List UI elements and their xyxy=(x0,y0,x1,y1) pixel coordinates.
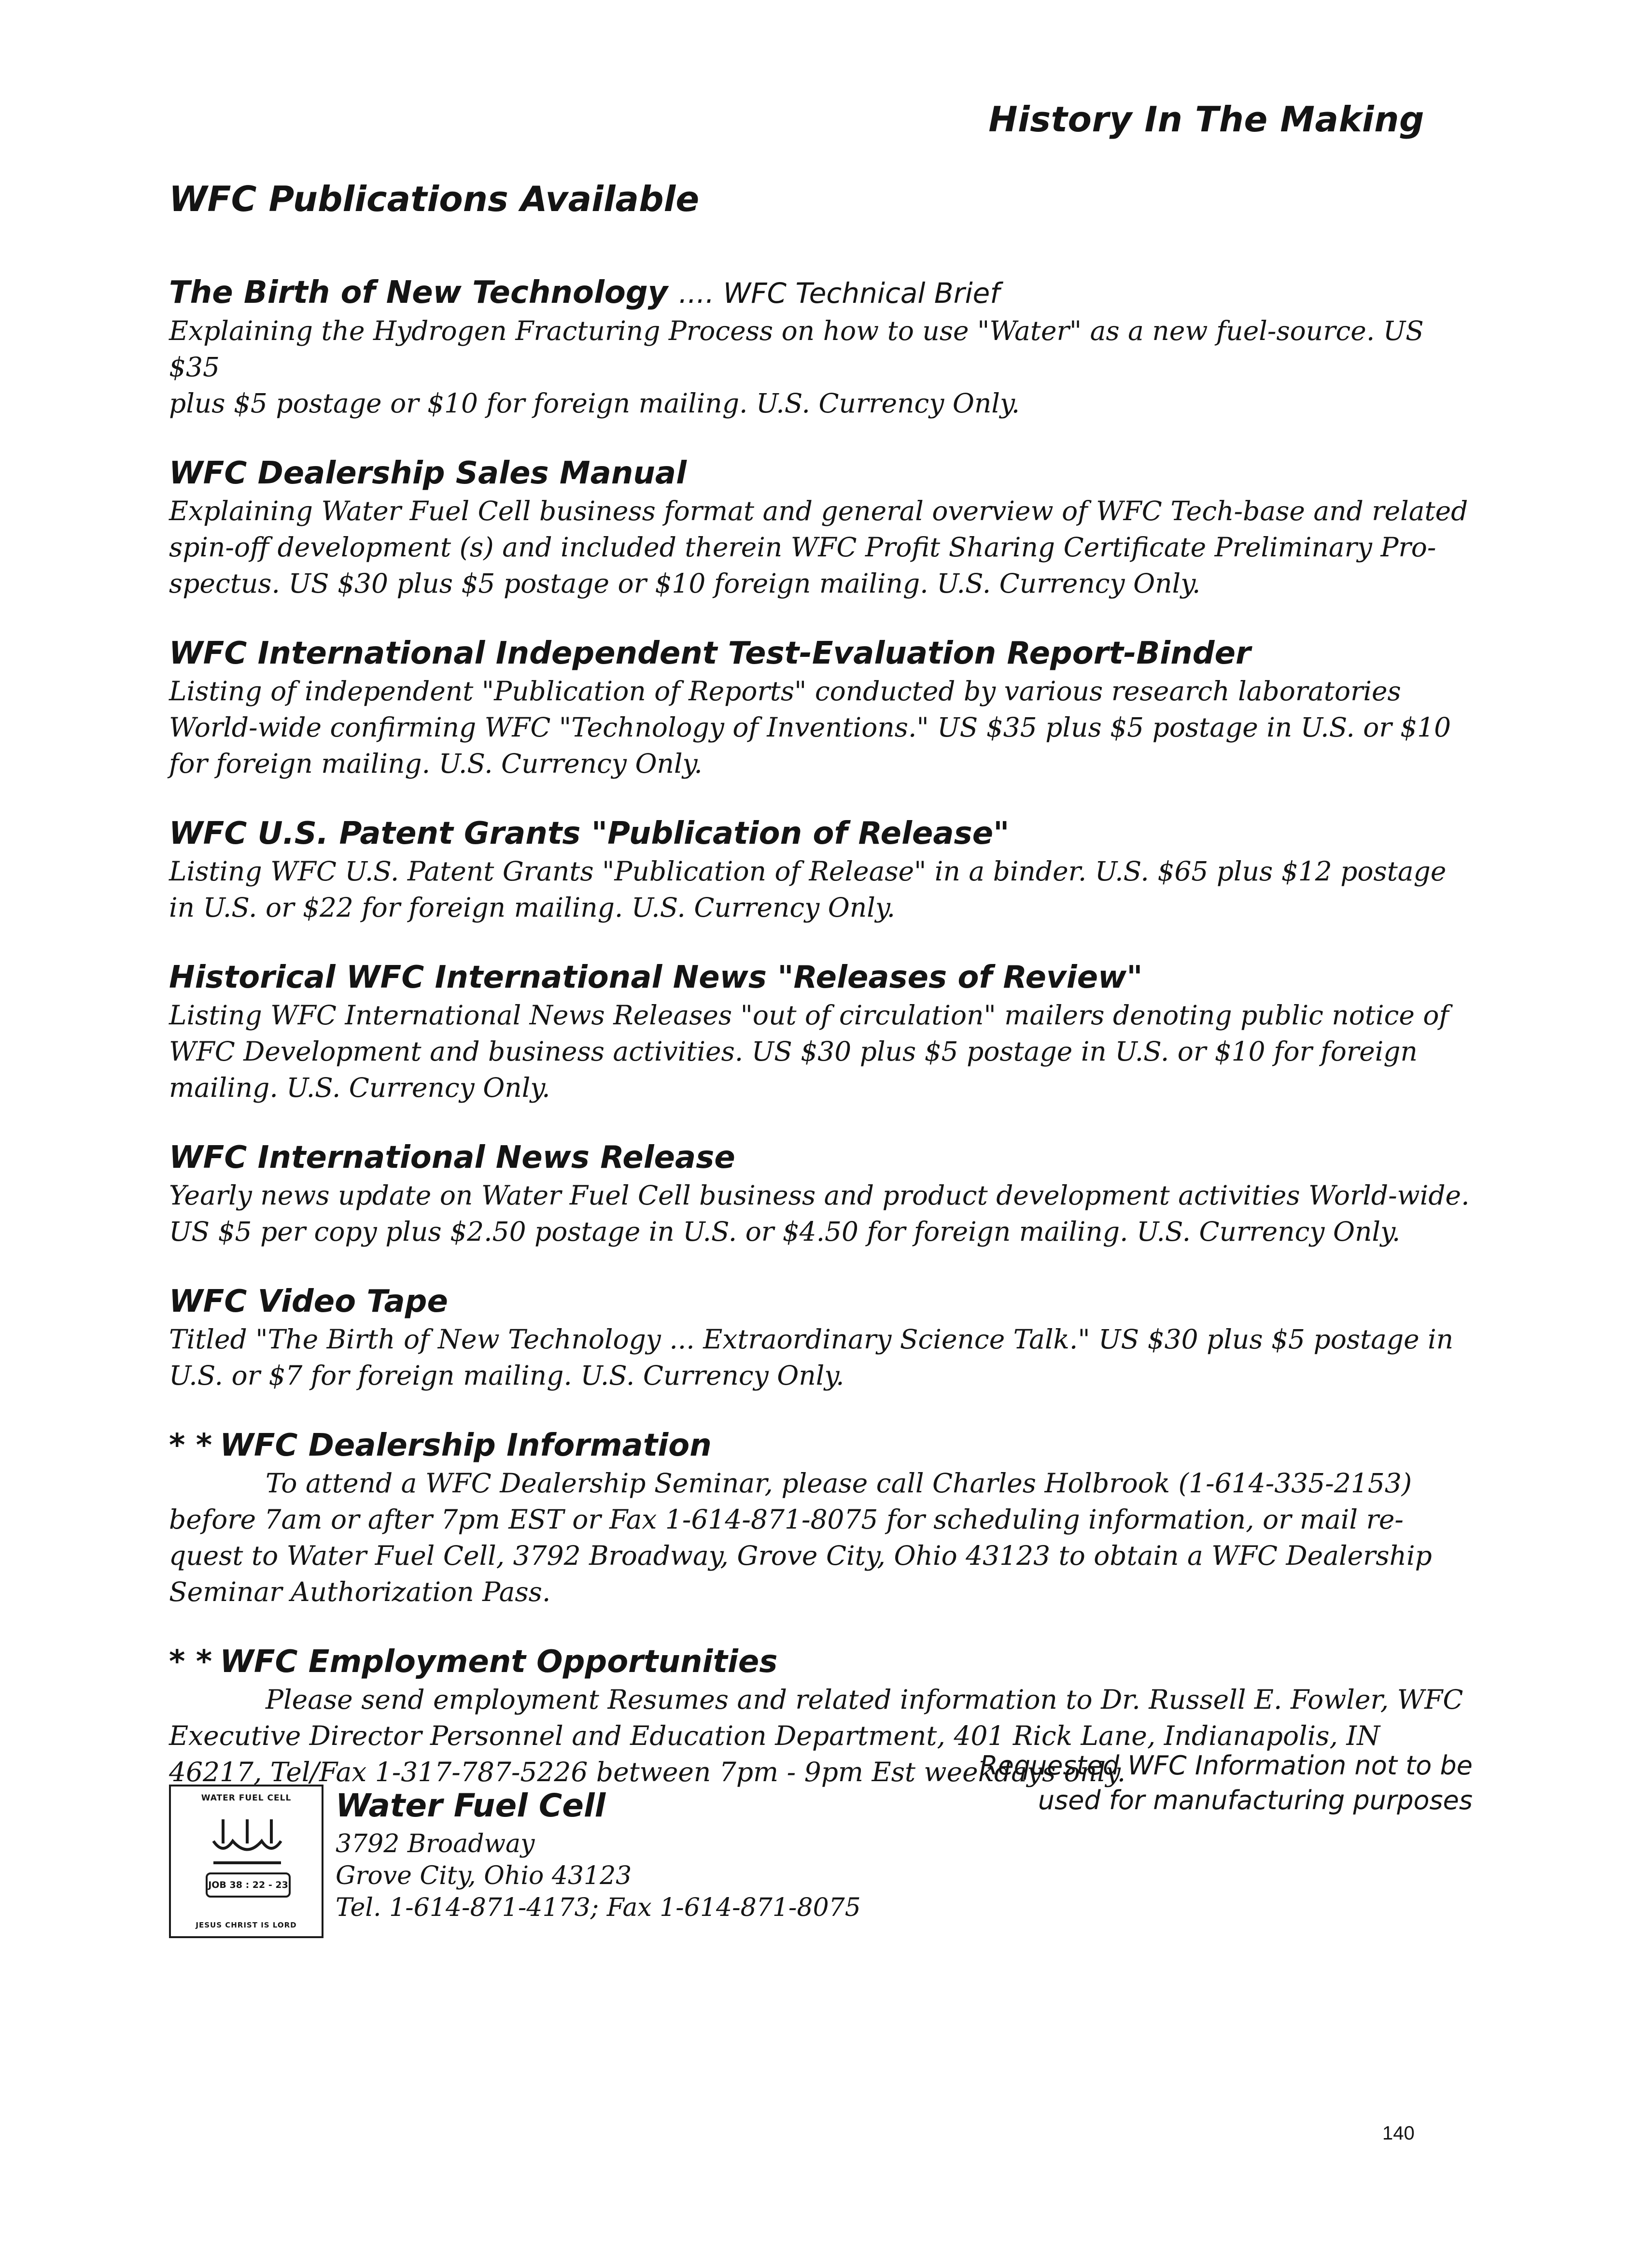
usage-notice xyxy=(917,1748,1473,1818)
footer xyxy=(169,1748,1473,1942)
publication-description-line: Explaining Water Fuel Cell business format and general overview of WFC Tech-base and related xyxy=(169,496,1468,526)
publication-list xyxy=(169,275,1473,1394)
note-description-line: Seminar Authorization Pass. xyxy=(169,1576,551,1607)
publication-description-line: U.S. or $7 for foreign mailing. U.S. Currency Only. xyxy=(169,1360,844,1391)
publication-title: Historical WFC International News "Releases of Review" xyxy=(169,960,1143,995)
publication-item xyxy=(169,960,1473,1106)
note-description-line: Executive Director Personnel and Education Department, 401 Rick Lane, Indianapolis, IN xyxy=(169,1720,1380,1751)
publication-title-line xyxy=(169,275,1473,311)
page-number: 140 xyxy=(1382,2123,1415,2144)
page-header-title: History In The Making xyxy=(988,99,1424,140)
publication-title: WFC International News Release xyxy=(169,1140,735,1176)
note-description-line: before 7am or after 7pm EST or Fax 1-614-871-8075 for scheduling information, or mail re- xyxy=(169,1504,1404,1535)
note-item xyxy=(169,1428,1473,1610)
publication-subtitle: .... WFC Technical Brief xyxy=(678,277,1000,310)
publication-item xyxy=(169,816,1473,926)
publication-description-line: spin-off development (s) and included therein WFC Profit Sharing Certificate Preliminary Pro- xyxy=(169,532,1436,563)
publication-title-line xyxy=(169,960,1473,995)
publication-description-line: in U.S. or $22 for foreign mailing. U.S. Currency Only. xyxy=(169,892,896,923)
publication-description-line: Explaining the Hydrogen Fracturing Process on how to use "Water" as a new fuel-source. US $35 xyxy=(169,315,1424,383)
note-description-line: Please send employment Resumes and related information to Dr. Russell E. Fowler, WFC xyxy=(266,1684,1463,1715)
publication-description-line: for foreign mailing. U.S. Currency Only. xyxy=(169,748,703,779)
notes-list xyxy=(169,1428,1473,1790)
publication-title-line xyxy=(169,1284,1473,1319)
note-title: WFC Dealership Information xyxy=(220,1428,712,1463)
publication-title-line xyxy=(169,636,1473,671)
main-content xyxy=(169,179,1473,1824)
publication-title: WFC U.S. Patent Grants "Publication of Release" xyxy=(169,816,1010,851)
publication-description-line: World-wide confirming WFC "Technology of Inventions." US $35 plus $5 postage in U.S. or $10 xyxy=(169,712,1451,743)
logo-bottom-text: JESUS CHRIST IS LORD xyxy=(196,1921,297,1929)
company-info xyxy=(336,1787,861,1924)
publication-description-line: Listing WFC U.S. Patent Grants "Publication of Release" in a binder. U.S. $65 plus $12 postage xyxy=(169,856,1447,887)
note-stars: * * xyxy=(169,1428,212,1463)
note-description-line: To attend a WFC Dealership Seminar, please call Charles Holbrook (1-614-335-2153) xyxy=(266,1468,1412,1499)
company-address-line2: Grove City, Ohio 43123 xyxy=(336,1861,632,1890)
publication-title: WFC Video Tape xyxy=(169,1284,448,1319)
usage-notice-line2: used for manufacturing purposes xyxy=(1038,1785,1473,1815)
note-description-line: 46217, Tel/Fax 1-317-787-5226 between 7pm - 9pm Est weekdays only. xyxy=(169,1757,1126,1787)
company-logo xyxy=(169,1785,323,1938)
publication-item xyxy=(169,636,1473,782)
publication-item xyxy=(169,1284,1473,1394)
publication-title: WFC International Independent Test-Evaluation Report-Binder xyxy=(169,636,1251,671)
publication-title-line xyxy=(169,816,1473,851)
note-description-line: quest to Water Fuel Cell, 3792 Broadway, Grove City, Ohio 43123 to obtain a WFC Dealership xyxy=(169,1540,1432,1571)
usage-notice-line1: Requested WFC Information not to be xyxy=(980,1750,1473,1781)
note-title: WFC Employment Opportunities xyxy=(220,1644,778,1680)
company-address-line1: 3792 Broadway xyxy=(336,1829,535,1858)
publication-description-line: Listing WFC International News Releases "out of circulation" mailers denoting public notice of xyxy=(169,1000,1449,1031)
section-title: WFC Publications Available xyxy=(169,179,700,219)
publication-item xyxy=(169,455,1473,602)
publication-item xyxy=(169,1140,1473,1250)
publication-description-line: WFC Development and business activities. US $30 plus $5 postage in U.S. or $10 for foreign xyxy=(169,1036,1418,1067)
fuel-cell-icon xyxy=(209,1814,286,1868)
publication-item xyxy=(169,275,1473,422)
publication-description-line: mailing. U.S. Currency Only. xyxy=(169,1072,550,1103)
publication-title: WFC Dealership Sales Manual xyxy=(169,455,687,491)
publication-title-line xyxy=(169,455,1473,491)
note-title-line xyxy=(169,1644,1473,1680)
publication-description-line: spectus. US $30 plus $5 postage or $10 foreign mailing. U.S. Currency Only. xyxy=(169,568,1201,599)
logo-top-text: WATER FUEL CELL xyxy=(201,1793,292,1803)
publication-description-line: Titled "The Birth of New Technology ... Extraordinary Science Talk." US $30 plus $5 postage in xyxy=(169,1324,1454,1355)
publication-description-line: US $5 per copy plus $2.50 postage in U.S. or $4.50 for foreign mailing. U.S. Currency Only. xyxy=(169,1216,1401,1247)
publication-description-line: Yearly news update on Water Fuel Cell business and product development activities World-wide. xyxy=(169,1180,1470,1211)
publication-title-line xyxy=(169,1140,1473,1176)
company-phone: Tel. 1-614-871-4173; Fax 1-614-871-8075 xyxy=(336,1893,861,1922)
publication-title: The Birth of New Technology xyxy=(169,275,668,311)
company-name: Water Fuel Cell xyxy=(336,1787,606,1824)
logo-badge: JOB 38 : 22 - 23 xyxy=(206,1872,291,1898)
note-title-line xyxy=(169,1428,1473,1463)
note-stars: * * xyxy=(169,1644,212,1680)
publication-description-line: plus $5 postage or $10 for foreign mailing. U.S. Currency Only. xyxy=(169,388,1020,419)
publication-description-line: Listing of independent "Publication of Reports" conducted by various research laboratories xyxy=(169,676,1401,707)
